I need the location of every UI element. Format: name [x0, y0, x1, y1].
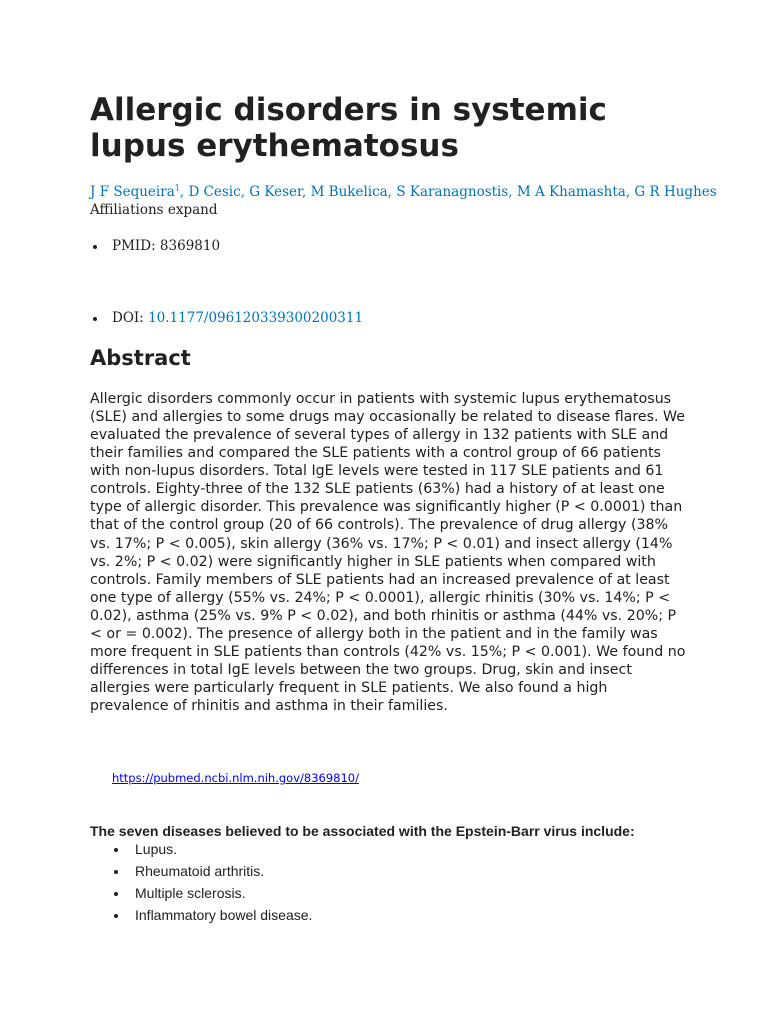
author-separator: , — [179, 184, 189, 200]
pmid-value: 8369810 — [159, 238, 221, 254]
author-link[interactable]: M Bukelica — [310, 184, 388, 200]
author-name: J F Sequeira — [90, 184, 175, 200]
author-link[interactable]: G R Hughes — [634, 184, 717, 200]
author-separator: , — [301, 184, 311, 200]
pmid-label: PMID: — [112, 238, 156, 254]
author-link[interactable]: S Karanagnostis — [396, 184, 509, 200]
affiliation-superscript: 1 — [174, 183, 180, 193]
ebv-disease-list — [90, 841, 312, 929]
affiliations-toggle[interactable]: Affiliations expand — [90, 202, 218, 218]
pubmed-source-link[interactable]: https://pubmed.ncbi.nlm.nih.gov/8369810/ — [112, 771, 359, 785]
doi-link[interactable]: 10.1177/096120339300200311 — [148, 310, 364, 326]
abstract-text: Allergic disorders commonly occur in patients with systemic lupus erythematosus (SLE) and allergies to some drugs may occasionally be related to disease flares. We evaluated the prevalence of several types of allergy in 132 patients with SLE and their families and compared the SLE patients with a control group of 66 patients with non-lupus disorders. Total IgE levels were tested in 117 SLE patients and 61 controls. Eighty-three of the 132 SLE patients (63%) had a history of at least one type of allergic disorder. This prevalence was significantly higher (P < 0.0001) than that of the control group (20 of 66 controls). The prevalence of drug allergy (38% vs. 17%; P < 0.005), skin allergy (36% vs. 17%; P < 0.01) and insect allergy (14% vs. 2%; P < 0.02) were significantly higher in SLE patients when compared with controls. Family members of SLE patients had an increased prevalence of at least one type of allergy (55% vs. 24%; P < 0.0001), allergic rhinitis (30% vs. 14%; P < 0.02), asthma (25% vs. 9% P < 0.02), and both rhinitis or asthma (44% vs. 20%; P < or = 0.002). The presence of allergy both in the patient and in the family was more frequent in SLE patients than controls (42% vs. 15%; P < 0.001). We found no differences in total IgE levels between the two groups. Drug, skin and insect allergies were particularly frequent in SLE patients. We also found a high prevalence of rhinitis and asthma in their families. — [90, 391, 686, 715]
list-item: Rheumatoid arthritis. — [90, 863, 312, 885]
pmid-item — [112, 238, 220, 255]
author-separator: , — [508, 184, 517, 200]
list-item: Multiple sclerosis. — [90, 885, 312, 907]
author-separator: , — [625, 184, 635, 200]
author-link[interactable] — [90, 184, 180, 200]
list-item: Lupus. — [90, 841, 312, 863]
author-link[interactable]: M A Khamashta — [516, 184, 626, 200]
author-separator: , — [240, 184, 250, 200]
article-title: Allergic disorders in systemic lupus erythematosus — [90, 92, 607, 164]
list-item: Inflammatory bowel disease. — [90, 907, 312, 929]
abstract-heading: Abstract — [90, 346, 191, 370]
author-separator: , — [387, 184, 397, 200]
author-link[interactable]: G Keser — [249, 184, 302, 200]
ebv-diseases-heading: The seven diseases believed to be associated with the Epstein-Barr virus include: — [90, 823, 635, 839]
doi-item — [112, 310, 363, 327]
author-link[interactable]: D Cesic — [188, 184, 241, 200]
author-list — [90, 183, 717, 201]
doi-label: DOI: — [112, 310, 144, 326]
